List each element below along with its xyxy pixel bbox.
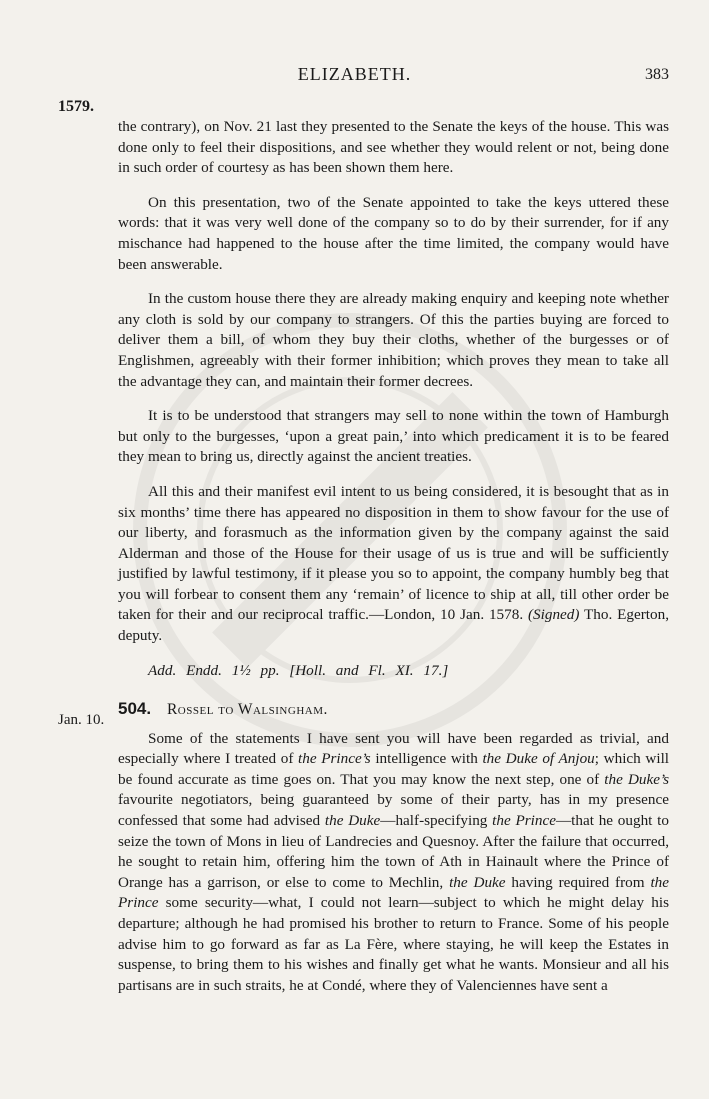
entry-number: 504. [118, 698, 152, 718]
italic-run: the Prince [492, 812, 556, 830]
margin-entry-date: Jan. 10. [58, 712, 105, 728]
italic-run: the Duke’s [604, 770, 669, 788]
italic-run: the Duke of Anjou [482, 750, 595, 768]
text-run: intelligence with [370, 750, 483, 768]
margin-year: 1579. [58, 98, 94, 115]
text-run: having required from [505, 873, 651, 891]
entry-title: Rossel to Walsingham. [166, 700, 328, 718]
text-run: favourite negotiators, being guaranteed by some of their party, has in my presence confessed that some had advised [118, 791, 669, 830]
paragraph: In the custom house there they are already making enquiry and keeping note whether any cloth is sold by our company to strangers. Of this the parties buying are forced to deliver them a bill, of whom they buy their cloths, whether of the burgesses or of Englishmen, agreeably with their former inhibition; which proves they mean to take all the advantage they can, and maintain their former decrees. [118, 290, 669, 390]
signed-label: (Signed) [527, 606, 580, 624]
endorsement-reference: [Holl. and Fl. XI. 17.] [289, 661, 449, 679]
italic-run: the Prince [118, 873, 669, 912]
running-title: ELIZABETH. [297, 64, 412, 84]
paragraph-text: All this and their manifest evil intent to us being considered, it is besought that as in six months’ time there has appeared no disposition in them to show favour for the use of our liberty, and forasmuch as the information given by the company against the said Alderman and those of the House for their usage of us is true and will be sufficiently justified by lawful testimony, if it please you so to appoint, the company humbly beg that you will forbear to consent them any ‘remain’ of licence to ship at all, till other order be taken for their and our reciprocal traffic.—London, 10 Jan. 1578. [118, 482, 669, 624]
text-run: —half-specifying [380, 812, 493, 830]
italic-run: the Duke [449, 873, 506, 891]
text-run: some security—what, I could not learn—subject to which he might delay his departure; although he had promised his brother to return to France. Some of his people advise him to go forward as far as La Fère, where staying, he will keep the Estates in suspense, to bring them to his wishes and finally get what he wants. Monsieur and all his partisans are in such straits, he at Condé, where they of Valenciennes have sent a [118, 894, 669, 994]
paragraph [118, 482, 669, 647]
paragraph: the contrary), on Nov. 21 last they presented to the Senate the keys of the house. This was done only to feel their dispositions, and see whether they would relent or not, being done in such order of courtesy as has been shown them here. [118, 118, 669, 177]
endorsement-note [148, 661, 669, 681]
page-number: 383 [645, 66, 669, 83]
paragraph: On this presentation, two of the Senate appointed to take the keys uttered these words: that it was very well done of the company so to do by their surrender, for if any mischance had happened to the house after the time limited, the company would have been answerable. [118, 193, 669, 273]
text-run: —that he ought to seize the town of Mons in lieu of Landrecies and Quesnoy. After the failure that occurred, he sought to retain him, offering him the town of Ath in Hainault where the Prince of Orange has a garrison, or else to come to Mechlin, [118, 812, 669, 891]
entry-heading [118, 699, 669, 719]
text-run: Some of the statements I have sent you will have been regarded as trivial, and especially where I treated of [118, 729, 669, 768]
endorsement-pages: 1½ pp. [231, 661, 280, 679]
italic-run: the Duke [324, 812, 381, 830]
signature: Tho. Egerton, deputy. [118, 606, 669, 645]
paragraph: It is to be understood that strangers may sell to none within the town of Hamburgh but only to the burgesses, ‘upon a great pain,’ into which predicament it is to be feared they mean to bring us, directly against the ancient treaties. [118, 407, 669, 466]
endorsement-add: Add. [148, 661, 177, 679]
text-run: ; which will be found accurate as time goes on. That you may know the next step, one of [118, 750, 670, 788]
body-column [118, 117, 669, 1010]
entry-paragraph [118, 729, 669, 997]
endorsement-endd: Endd. [186, 661, 222, 679]
italic-run: the Prince’s [298, 750, 371, 768]
